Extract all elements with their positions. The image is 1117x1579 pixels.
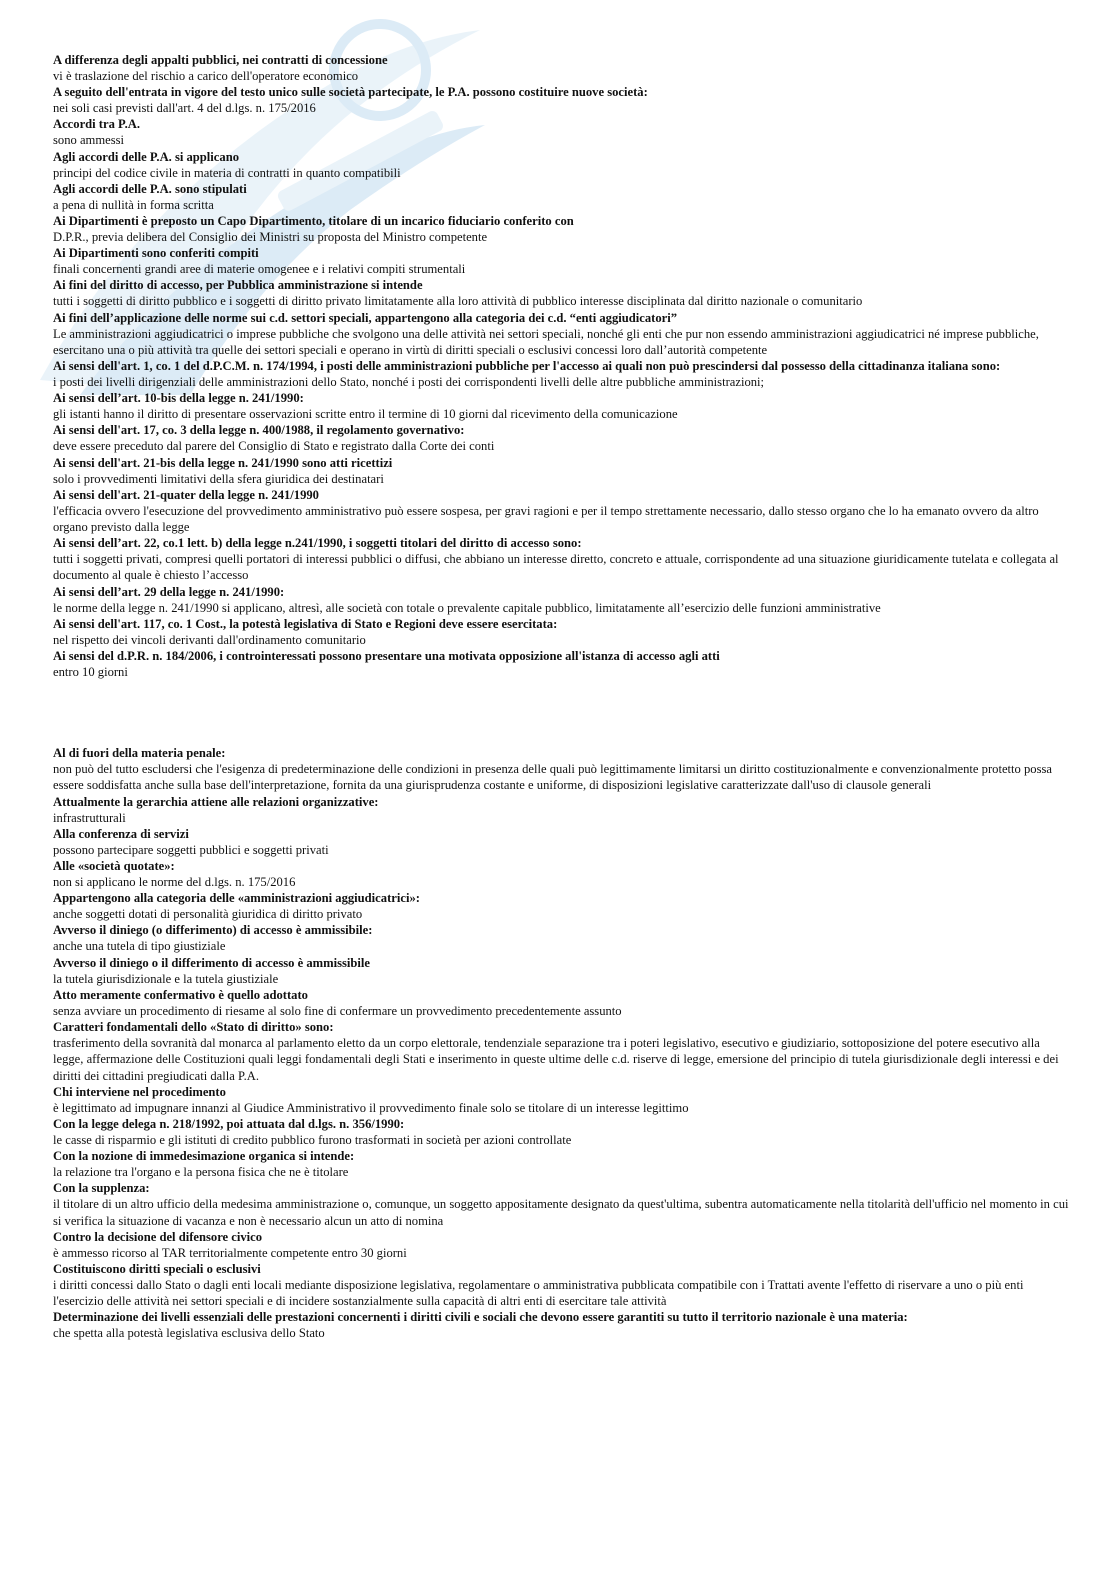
answer: senza avviare un procedimento di riesame al solo fine di confermare un provvedimento precedentemente assunto (53, 1003, 622, 1018)
question: Costituiscono diritti speciali o esclusivi (53, 1261, 261, 1276)
answer: non si applicano le norme del d.lgs. n. 175/2016 (53, 875, 296, 890)
qa-item (53, 826, 1073, 858)
question: Attualmente la gerarchia attiene alle relazioni organizzative: (53, 794, 379, 809)
question: Agli accordi delle P.A. sono stipulati (53, 181, 247, 196)
question: Ai sensi dell'art. 17, co. 3 della legge n. 400/1988, il regolamento governativo: (53, 423, 465, 438)
question: Caratteri fondamentali dello «Stato di diritto» sono: (53, 1020, 334, 1035)
question: Ai sensi dell’art. 22, co.1 lett. b) della legge n.241/1990, i soggetti titolari del diritto di accesso sono: (53, 536, 582, 551)
qa-item (53, 794, 1073, 826)
qa-item (53, 116, 1073, 148)
answer: è legittimato ad impugnare innanzi al Giudice Amministrativo il provvedimento finale solo se titolare di un interesse legittimo (53, 1100, 689, 1115)
qa-item (53, 1148, 1073, 1180)
question: A seguito dell'entrata in vigore del testo unico sulle società partecipate, le P.A. possono costituire nuove società: (53, 85, 648, 100)
qa-item (53, 213, 1073, 245)
answer: è ammesso ricorso al TAR territorialmente competente entro 30 giorni (53, 1245, 407, 1260)
qa-item (53, 277, 1073, 309)
answer: tutti i soggetti privati, compresi quelli portatori di interessi pubblici o diffusi, che abbiano un interesse diretto, concreto e attuale, corrispondente ad una situazione giuridicamente tutelata e collegata al documento al quale è chiesto l’accesso (53, 552, 1059, 583)
qa-section-2 (53, 745, 1073, 1341)
answer: tutti i soggetti di diritto pubblico e i soggetti di diritto privato limitatamente alla loro attività di pubblico interesse disciplinata dal diritto nazionale o comunitario (53, 294, 863, 309)
answer: i posti dei livelli dirigenziali delle amministrazioni dello Stato, nonché i posti dei corrispondenti livelli delle altre pubbliche amministrazioni; (53, 375, 765, 390)
question: Ai sensi dell’art. 10-bis della legge n. 241/1990: (53, 391, 304, 406)
qa-item (53, 535, 1073, 583)
answer: infrastrutturali (53, 810, 126, 825)
question: Avverso il diniego (o differimento) di accesso è ammissibile: (53, 923, 373, 938)
qa-item (53, 422, 1073, 454)
answer: D.P.R., previa delibera del Consiglio dei Ministri su proposta del Ministro competente (53, 230, 488, 245)
question: Chi interviene nel procedimento (53, 1084, 226, 1099)
qa-item (53, 358, 1073, 390)
question: Ai sensi dell'art. 21-bis della legge n. 241/1990 sono atti ricettizi (53, 455, 393, 470)
answer: le norme della legge n. 241/1990 si applicano, altresì, alle società con totale o prevalente capitale pubblico, limitatamente all’esercizio delle funzioni amministrative (53, 600, 881, 615)
qa-section-1 (53, 52, 1073, 680)
question: Alle «società quotate»: (53, 859, 175, 874)
question: Con la nozione di immedesimazione organica si intende: (53, 1149, 355, 1164)
answer: gli istanti hanno il diritto di presentare osservazioni scritte entro il termine di 10 giorni dal ricevimento della comunicazione (53, 407, 678, 422)
question: Con la supplenza: (53, 1181, 150, 1196)
answer: nei soli casi previsti dall'art. 4 del d.lgs. n. 175/2016 (53, 101, 316, 116)
question: Ai sensi dell'art. 117, co. 1 Cost., la potestà legislativa di Stato e Regioni deve essere esercitata: (53, 616, 558, 631)
qa-item (53, 52, 1073, 84)
question: Determinazione dei livelli essenziali delle prestazioni concernenti i diritti civili e sociali che devono essere garantiti su tutto il territorio nazionale è una materia: (53, 1310, 908, 1325)
question: Ai sensi del d.P.R. n. 184/2006, i controinteressati possono presentare una motivata opposizione all'istanza di accesso agli atti (53, 649, 720, 664)
qa-item (53, 1261, 1073, 1309)
answer: principi del codice civile in materia di contratti in quanto compatibili (53, 165, 401, 180)
qa-item (53, 310, 1073, 358)
question: Agli accordi delle P.A. si applicano (53, 149, 239, 164)
answer: anche una tutela di tipo giustiziale (53, 939, 226, 954)
question: Con la legge delega n. 218/1992, poi attuata dal d.lgs. n. 356/1990: (53, 1116, 405, 1131)
answer: le casse di risparmio e gli istituti di credito pubblico furono trasformati in società per azioni controllate (53, 1132, 572, 1147)
answer: non può del tutto escludersi che l'esigenza di predeterminazione delle condizioni in presenza delle quali può legittimamente limitarsi un diritto costituzionalmente e convenzionalmente protetto possa essere soddisfatta anche sulla base dell'interpretazione, fornita da una giurisprudenza costante e uniforme, di disposizioni legislative caratterizzate dall'uso di clausole generali (53, 762, 1052, 793)
question: Accordi tra P.A. (53, 117, 140, 132)
qa-item (53, 245, 1073, 277)
qa-item (53, 890, 1073, 922)
question: Ai fini del diritto di accesso, per Pubblica amministrazione si intende (53, 278, 423, 293)
question: Ai sensi dell'art. 1, co. 1 del d.P.C.M. n. 174/1994, i posti delle amministrazioni pubbliche per l'accesso ai quali non può prescindersi dal possesso della cittadinanza italiana sono: (53, 359, 1001, 374)
answer: l'efficacia ovvero l'esecuzione del provvedimento amministrativo può essere sospesa, per gravi ragioni e per il tempo strettamente necessario, dallo stesso organo che lo ha emanato ovvero da altro organo previsto dalla legge (53, 503, 1039, 535)
answer: la relazione tra l'organo e la persona fisica che ne è titolare (53, 1165, 349, 1180)
answer: il titolare di un altro ufficio della medesima amministrazione o, comunque, un soggetto appositamente designato da quest'ultima, subentra automaticamente nella titolarità dell'ufficio nel momento in cui si verifica la situazione di vacanza e non è necessario alcun un atto di nomina (53, 1197, 1069, 1228)
qa-item (53, 390, 1073, 422)
question: Atto meramente confermativo è quello adottato (53, 987, 308, 1002)
question: Contro la decisione del difensore civico (53, 1229, 263, 1244)
answer: trasferimento della sovranità dal monarca al parlamento eletto da un corpo elettorale, tendenziale separazione tra i poteri legislativo, esecutivo e giudiziario, sottoposizione del potere esecutivo alla legge, affermazione delle Costituzioni quali leggi fondamentali degli Stati e inserimento in queste ultime delle c.d. riserve di legge, emersione del principio di tutela giurisdizionale degli interessi e dei diritti dei cittadini pregiudicati dalla P.A. (53, 1036, 1059, 1083)
answer: deve essere preceduto dal parere del Consiglio di Stato e registrato dalla Corte dei conti (53, 439, 495, 454)
answer: i diritti concessi dallo Stato o dagli enti locali mediante disposizione legislativa, regolamentare o amministrativa pubblicata compatibile con i Trattati avente l'effetto di riservare a uno o più enti l'esercizio delle attività nei settori speciali e di incidere sostanzialmente sulla capacità di altri enti di esercitare tale attività (53, 1277, 1024, 1309)
qa-item (53, 181, 1073, 213)
qa-item (53, 987, 1073, 1019)
answer: nel rispetto dei vincoli derivanti dall'ordinamento comunitario (53, 632, 366, 647)
question: Alla conferenza di servizi (53, 826, 189, 841)
qa-item (53, 455, 1073, 487)
question: Al di fuori della materia penale: (53, 746, 226, 761)
question: Ai fini dell’applicazione delle norme sui c.d. settori speciali, appartengono alla categoria dei c.d. “enti aggiudicatori” (53, 310, 678, 325)
qa-item (53, 1116, 1073, 1148)
qa-item (53, 1180, 1073, 1228)
answer: anche soggetti dotati di personalità giuridica di diritto privato (53, 907, 363, 922)
answer: la tutela giurisdizionale e la tutela giustiziale (53, 971, 279, 986)
qa-item (53, 1019, 1073, 1084)
question: Avverso il diniego o il differimento di accesso è ammissibile (53, 955, 371, 970)
qa-item (53, 1084, 1073, 1116)
answer: solo i provvedimenti limitativi della sfera giuridica dei destinatari (53, 471, 384, 486)
answer: entro 10 giorni (53, 665, 128, 680)
qa-item (53, 1309, 1073, 1341)
answer: Le amministrazioni aggiudicatrici o imprese pubbliche che svolgono una delle attività nei settori speciali, nonché gli enti che pur non essendo amministrazioni aggiudicatrici né imprese pubbliche, esercitano una o più attività tra quelle dei settori speciali e operano in virtù di diritti speciali o esclusivi concessi loro dall’autorità competente (53, 326, 1039, 357)
qa-item (53, 858, 1073, 890)
answer: finali concernenti grandi aree di materie omogenee e i relativi compiti strumentali (53, 262, 466, 277)
document-page (53, 52, 1073, 1342)
qa-item (53, 922, 1073, 954)
qa-item (53, 648, 1073, 680)
answer: che spetta alla potestà legislativa esclusiva dello Stato (53, 1326, 325, 1341)
qa-item (53, 584, 1073, 616)
answer: sono ammessi (53, 133, 125, 148)
question: Ai sensi dell'art. 21-quater della legge n. 241/1990 (53, 487, 319, 502)
answer: a pena di nullità in forma scritta (53, 197, 214, 212)
qa-item (53, 149, 1073, 181)
question: A differenza degli appalti pubblici, nei contratti di concessione (53, 53, 388, 67)
qa-item (53, 487, 1073, 535)
qa-item (53, 745, 1073, 793)
qa-item (53, 616, 1073, 648)
question: Appartengono alla categoria delle «amministrazioni aggiudicatrici»: (53, 891, 420, 906)
question: Ai Dipartimenti è preposto un Capo Dipartimento, titolare di un incarico fiduciario conferito con (53, 214, 574, 229)
qa-item (53, 955, 1073, 987)
question: Ai sensi dell’art. 29 della legge n. 241/1990: (53, 584, 285, 599)
question: Ai Dipartimenti sono conferiti compiti (53, 246, 259, 261)
answer: vi è traslazione del rischio a carico dell'operatore economico (53, 69, 359, 83)
qa-item (53, 84, 1073, 116)
qa-item (53, 1229, 1073, 1261)
answer: possono partecipare soggetti pubblici e soggetti privati (53, 842, 329, 857)
